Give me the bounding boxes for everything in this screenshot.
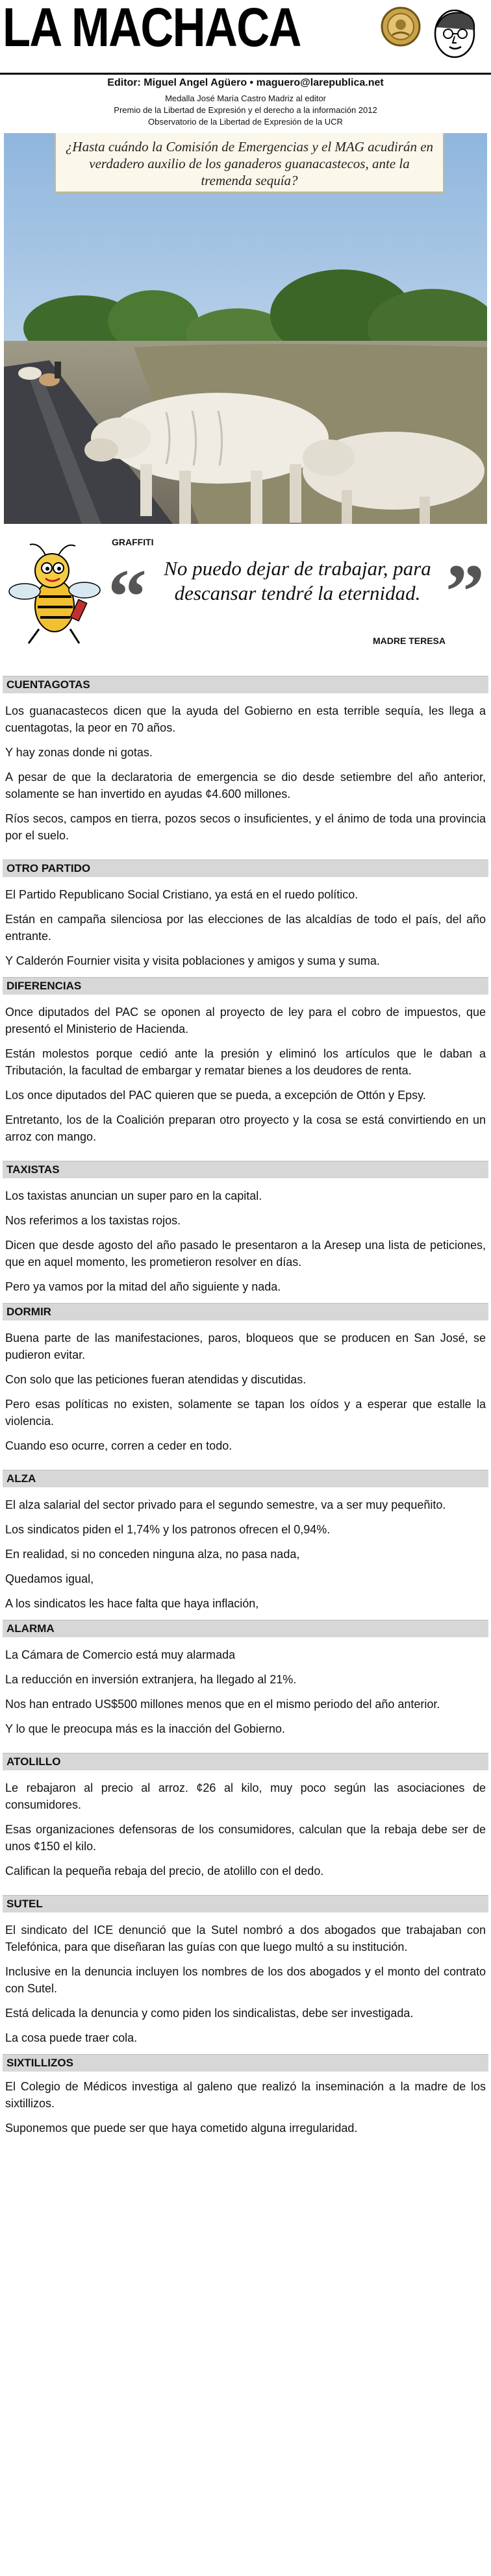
paragraph: Once diputados del PAC se oponen al proyecto de ley para el cobro de impuestos, que presentó el Ministerio de Hacienda.	[5, 1006, 486, 1035]
paragraph: El sindicato del ICE denunció que la Sutel nombró a dos abogados que trabajaban con Telefónica, para que diseñaran las guías con que luego multó a su institución.	[5, 1924, 486, 1953]
section-alarma	[0, 1620, 491, 1753]
paragraph: Los sindicatos piden el 1,74% y los patronos ofrecen el 0,94%.	[5, 1523, 331, 1536]
paragraph: El Partido Republicano Social Cristiano, ya está en el ruedo político.	[5, 888, 359, 901]
paragraph: Están en campaña silenciosa por las elecciones de las alcaldías de todo el país, del año entrante.	[5, 913, 486, 943]
paragraph: Entretanto, los de la Coalición preparan otro proyecto y la cosa se está convirtiendo en un arroz con mango.	[5, 1113, 486, 1143]
paragraph: Y hay zonas donde ni gotas.	[5, 746, 153, 759]
paragraph: Pero esas políticas no existen, solamente se tapan los oídos y a esperar que estalle la violencia.	[5, 1398, 486, 1428]
paragraph: Y Calderón Fournier visita y visita poblaciones y amigos y suma y suma.	[5, 954, 380, 967]
paragraph: La reducción en inversión extranjera, ha llegado al 21%.	[5, 1673, 297, 1686]
credits	[0, 93, 491, 128]
section-heading: CUENTAGOTAS	[3, 676, 488, 693]
medal-icon	[381, 6, 421, 47]
paragraph: Inclusive en la denuncia incluyen los nombres de los dos abogados y el monto del contrato con Sutel.	[5, 1965, 486, 1995]
paragraph: Los guanacastecos dicen que la ayuda del Gobierno en esta terrible sequía, les llega a cuentagotas, la peor en 70 años.	[5, 704, 486, 734]
photo-question-caption: ¿Hasta cuándo la Comisión de Emergencias y el MAG acudirán en verdadero auxilio de los ganaderos guanacastecos, ante la tremenda sequía?	[55, 133, 444, 193]
paragraph: Los once diputados del PAC quieren que se pueda, a excepción de Ottón y Epsy.	[5, 1089, 426, 1102]
paragraph: Califican la pequeña rebaja del precio, de atolillo con el dedo.	[5, 1864, 324, 1877]
paragraph: Está delicada la denuncia y como piden los sindicalistas, debe ser investigada.	[5, 2007, 414, 2020]
paragraph: Suponemos que puede ser que haya cometido alguna irregularidad.	[5, 2122, 358, 2135]
section-heading: SIXTILLIZOS	[3, 2054, 488, 2072]
paragraph: Dicen que desde agosto del año pasado le presentaron a la Aresep una lista de peticiones, que en aquel momento, les prometieron resolver en días.	[5, 1239, 486, 1269]
section-taxistas	[0, 1161, 491, 1295]
open-quote-icon: “	[108, 553, 147, 639]
paragraph: Cuando eso ocurre, corren a ceder en todo.	[5, 1439, 233, 1452]
quote-text: No puedo dejar de trabajar, para descansar tendré la eternidad.	[164, 557, 431, 604]
section-atolillo	[0, 1753, 491, 1895]
paragraph: El alza salarial del sector privado para el segundo semestre, va a ser muy pequeñito.	[5, 1498, 446, 1511]
section-heading: ATOLILLO	[3, 1753, 488, 1770]
graffiti-box	[0, 534, 491, 676]
paragraph: Los taxistas anuncian un super paro en la capital.	[5, 1189, 262, 1202]
paragraph: Y lo que le preocupa más es la inacción del Gobierno.	[5, 1722, 285, 1735]
masthead	[0, 0, 491, 75]
column-title: LA MACHACA	[3, 0, 301, 58]
graffiti-bug-mascot-icon	[6, 538, 104, 649]
section-dormir	[0, 1303, 491, 1470]
editor-line: Editor: Miguel Angel Agüero • maguero@larepublica.net	[107, 77, 384, 88]
paragraph: La cosa puede traer cola.	[5, 2031, 138, 2044]
section-diferencias	[0, 977, 491, 1161]
section-heading: SUTEL	[3, 1895, 488, 1913]
section-alza	[0, 1470, 491, 1612]
paragraph: A los sindicatos les hace falta que haya inflación,	[5, 1597, 259, 1610]
section-heading: ALZA	[3, 1470, 488, 1487]
quote-author: MADRE TERESA	[372, 636, 446, 646]
section-heading: DIFERENCIAS	[3, 977, 488, 995]
paragraph: Con solo que las peticiones fueran atendidas y discutidas.	[5, 1373, 307, 1386]
paragraph: Quedamos igual,	[5, 1572, 94, 1585]
credit-line: Premio de la Libertad de Expresión y el derecho a la información 2012	[114, 105, 377, 115]
section-heading: ALARMA	[3, 1620, 488, 1637]
credit-line: Medalla José María Castro Madriz al editor	[165, 93, 326, 103]
paragraph: Buena parte de las manifestaciones, paros, bloqueos que se producen en San José, se pudieron evitar.	[5, 1331, 486, 1361]
cattle-photo	[4, 133, 487, 524]
quote-box	[104, 548, 491, 660]
section-cuentagotas	[0, 676, 491, 860]
paragraph: A pesar de que la declaratoria de emergencia se dio desde setiembre del año anterior, solamente se han invertido en ayudas ¢4.600 millones.	[5, 771, 486, 800]
paragraph: La Cámara de Comercio está muy alarmada	[5, 1648, 236, 1661]
section-sutel	[0, 1895, 491, 2046]
section-heading: DORMIR	[3, 1303, 488, 1320]
graffiti-label: GRAFFITI	[112, 537, 154, 547]
paragraph: El Colegio de Médicos investiga al galeno que realizó la inseminación a la madre de los sixtillizos.	[5, 2080, 486, 2110]
close-quote-icon: ”	[446, 548, 485, 634]
paragraph: Nos referimos a los taxistas rojos.	[5, 1214, 181, 1227]
paragraph: Esas organizaciones defensoras de los consumidores, calculan que la rebaja debe ser de unos ¢150 el kilo.	[5, 1823, 486, 1853]
credit-line: Observatorio de la Libertad de Expresión de la UCR	[148, 117, 343, 127]
paragraph: Están molestos porque cedió ante la presión y eliminó los artículos que le daban a Tributación, la facultad de embargar y rematar bienes a los deudores de renta.	[5, 1047, 486, 1077]
paragraph: Le rebajaron al precio al arroz. ¢26 al kilo, muy poco según las asociaciones de consumidores.	[5, 1781, 486, 1811]
section-otro-partido	[0, 860, 491, 969]
paragraph: Pero ya vamos por la mitad del año siguiente y nada.	[5, 1280, 281, 1293]
editor-caricature-icon	[423, 4, 486, 66]
paragraph: En realidad, si no conceden ninguna alza, no pasa nada,	[5, 1548, 300, 1561]
section-heading: TAXISTAS	[3, 1161, 488, 1178]
paragraph: Ríos secos, campos en tierra, pozos secos o insuficientes, y el ánimo de toda una provincia por el suelo.	[5, 812, 486, 842]
section-sixtillizos	[0, 2054, 491, 2136]
paragraph: Nos han entrado US$500 millones menos que en el mismo periodo del año anterior.	[5, 1698, 440, 1711]
section-heading: OTRO PARTIDO	[3, 860, 488, 877]
